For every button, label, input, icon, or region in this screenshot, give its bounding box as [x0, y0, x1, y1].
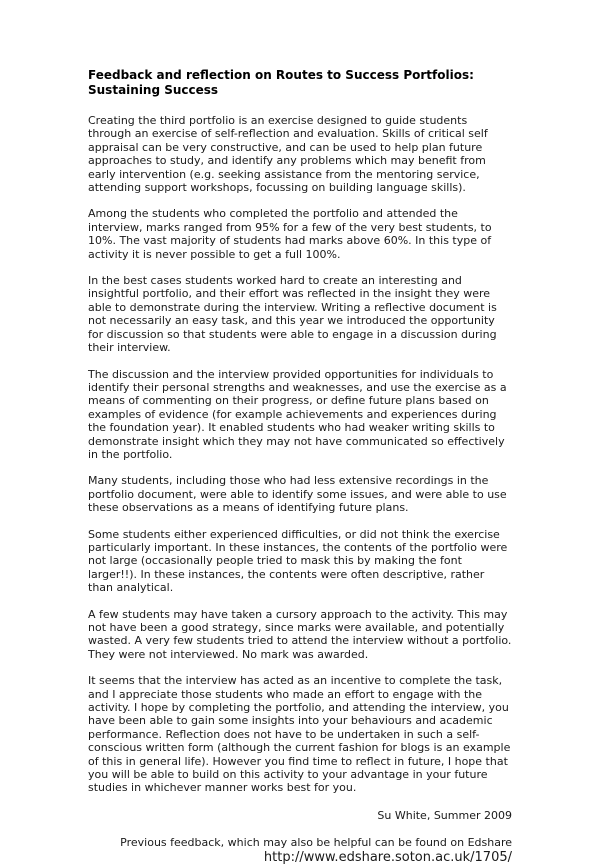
- paragraph-best-cases: In the best cases students worked hard to create an interesting and insightful portfolio, and their effort was reflected in the insight they were able to demonstrate during the interview. Writing a reflective document is not necessarily an easy task, and this year we introduced the opportunity for discussion so that students were able to engage in a discussion during their interview.: [88, 274, 497, 355]
- document-title: Feedback and reflection on Routes to Success Portfolios: Sustaining Success: [88, 68, 474, 97]
- footer-note: Previous feedback, which may also be helpful can be found on Edshare: [120, 836, 512, 850]
- paragraph-intro: Creating the third portfolio is an exercise designed to guide students through an exercise of self-reflection and evaluation. Skills of critical self appraisal can be very constructive, and can be used to help plan future approaches to study, and identify any problems which may benefit from early intervention (e.g. seeking assistance from the mentoring service, attending support workshops, focussing on building language skills).: [88, 114, 488, 195]
- paragraph-many-students: Many students, including those who had less extensive recordings in the portfolio document, were able to identify some issues, and were able to use these observations as a means of identifying future plans.: [88, 474, 507, 515]
- document-content: [88, 68, 512, 865]
- signature-line: Su White, Summer 2009: [377, 808, 512, 822]
- paragraph-difficulties: Some students either experienced difficulties, or did not think the exercise particularly important. In these instances, the contents of the portfolio were not large (occasionally people tried to mask this by making the font larger!!). In these instances, the contents were often descriptive, rather than analytical.: [88, 527, 508, 595]
- paragraph-closing: It seems that the interview has acted as an incentive to complete the task, and I appreciate those students who made an effort to engage with the activity. I hope by completing the portfolio, and attending the interview, you have been able to gain some insights into your behaviours and academic performance. Reflection does not have to be undertaken in such a self-conscious written form (although the current fashion for blogs is an example of this in general life). However you find time to reflect in future, I hope that you will be able to build on this activity to your advantage in your future studies in whichever manner works best for you.: [88, 674, 511, 795]
- paragraph-cursory-approach: A few students may have taken a cursory approach to the activity. This may not have been a good strategy, since marks were available, and potentially wasted. A very few students tried to attend the interview without a portfolio. They were not interviewed. No mark was awarded.: [88, 607, 512, 661]
- paragraph-discussion-interview: The discussion and the interview provided opportunities for individuals to identify their personal strengths and weaknesses, and use the exercise as a means of commenting on their progress, or define future plans based on examples of evidence (for example achievements and experiences during the foundation year). It enabled students who had weaker writing skills to demonstrate insight which they may not have communicated so effectively in the portfolio.: [88, 367, 507, 461]
- footer: [88, 836, 512, 864]
- paragraph-marks-range: Among the students who completed the portfolio and attended the interview, marks ranged from 95% for a few of the very best students, to 10%. The vast majority of students had marks above 60%. In this type of activity it is never possible to get a full 100%.: [88, 207, 492, 261]
- footer-url: http://www.edshare.soton.ac.uk/1705/: [263, 849, 512, 865]
